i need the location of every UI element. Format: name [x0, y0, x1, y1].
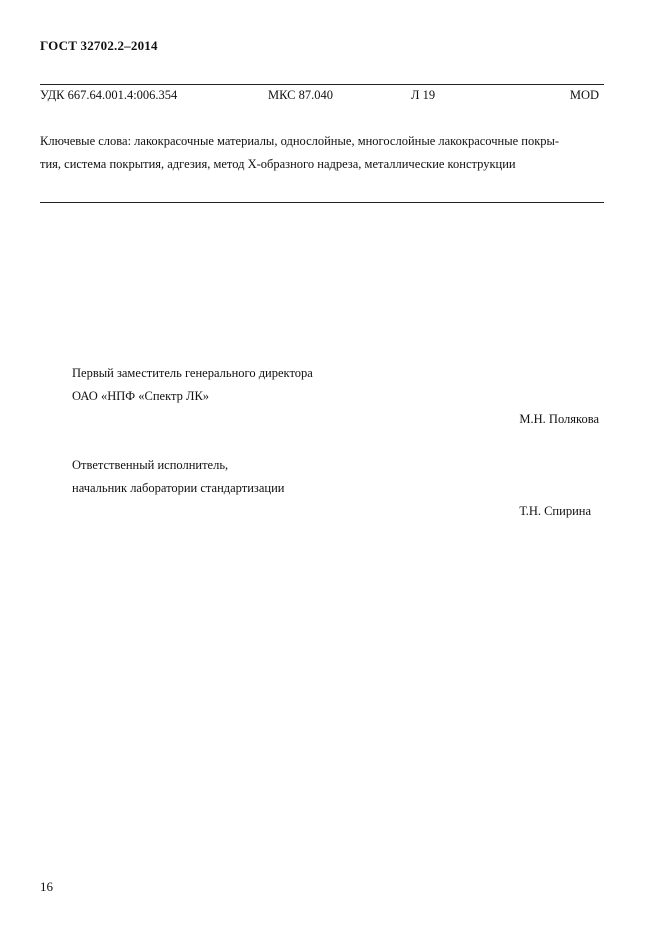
top-divider: [40, 84, 604, 85]
l-code: Л 19: [411, 88, 436, 102]
signatory-1-title-line-2: ОАО «НПФ «Спектр ЛК»: [72, 389, 210, 403]
page-number: 16: [40, 879, 53, 894]
signatory-2-title-line-1: Ответственный исполнитель,: [72, 458, 229, 472]
mks-code: МКС 87.040: [268, 88, 333, 102]
bottom-divider: [40, 202, 604, 203]
mod-label: MOD: [569, 88, 599, 102]
signatory-1-name: М.Н. Полякова: [519, 412, 599, 426]
keywords-line-1: Ключевые слова: лакокрасочные материалы, однослойные, многослойные лакокрасочные покры-: [40, 134, 560, 148]
signatory-2-name: Т.Н. Спирина: [519, 504, 591, 518]
signatory-1-title-line-1: Первый заместитель генерального директора: [72, 366, 313, 380]
document-header: ГОСТ 32702.2–2014: [40, 38, 158, 53]
keywords-line-2: тия, система покрытия, адгезия, метод Х-образного надреза, металлические конструкции: [40, 157, 516, 171]
udk-code: УДК 667.64.001.4:006.354: [40, 88, 178, 102]
signatory-2-title-line-2: начальник лаборатории стандартизации: [72, 481, 285, 495]
